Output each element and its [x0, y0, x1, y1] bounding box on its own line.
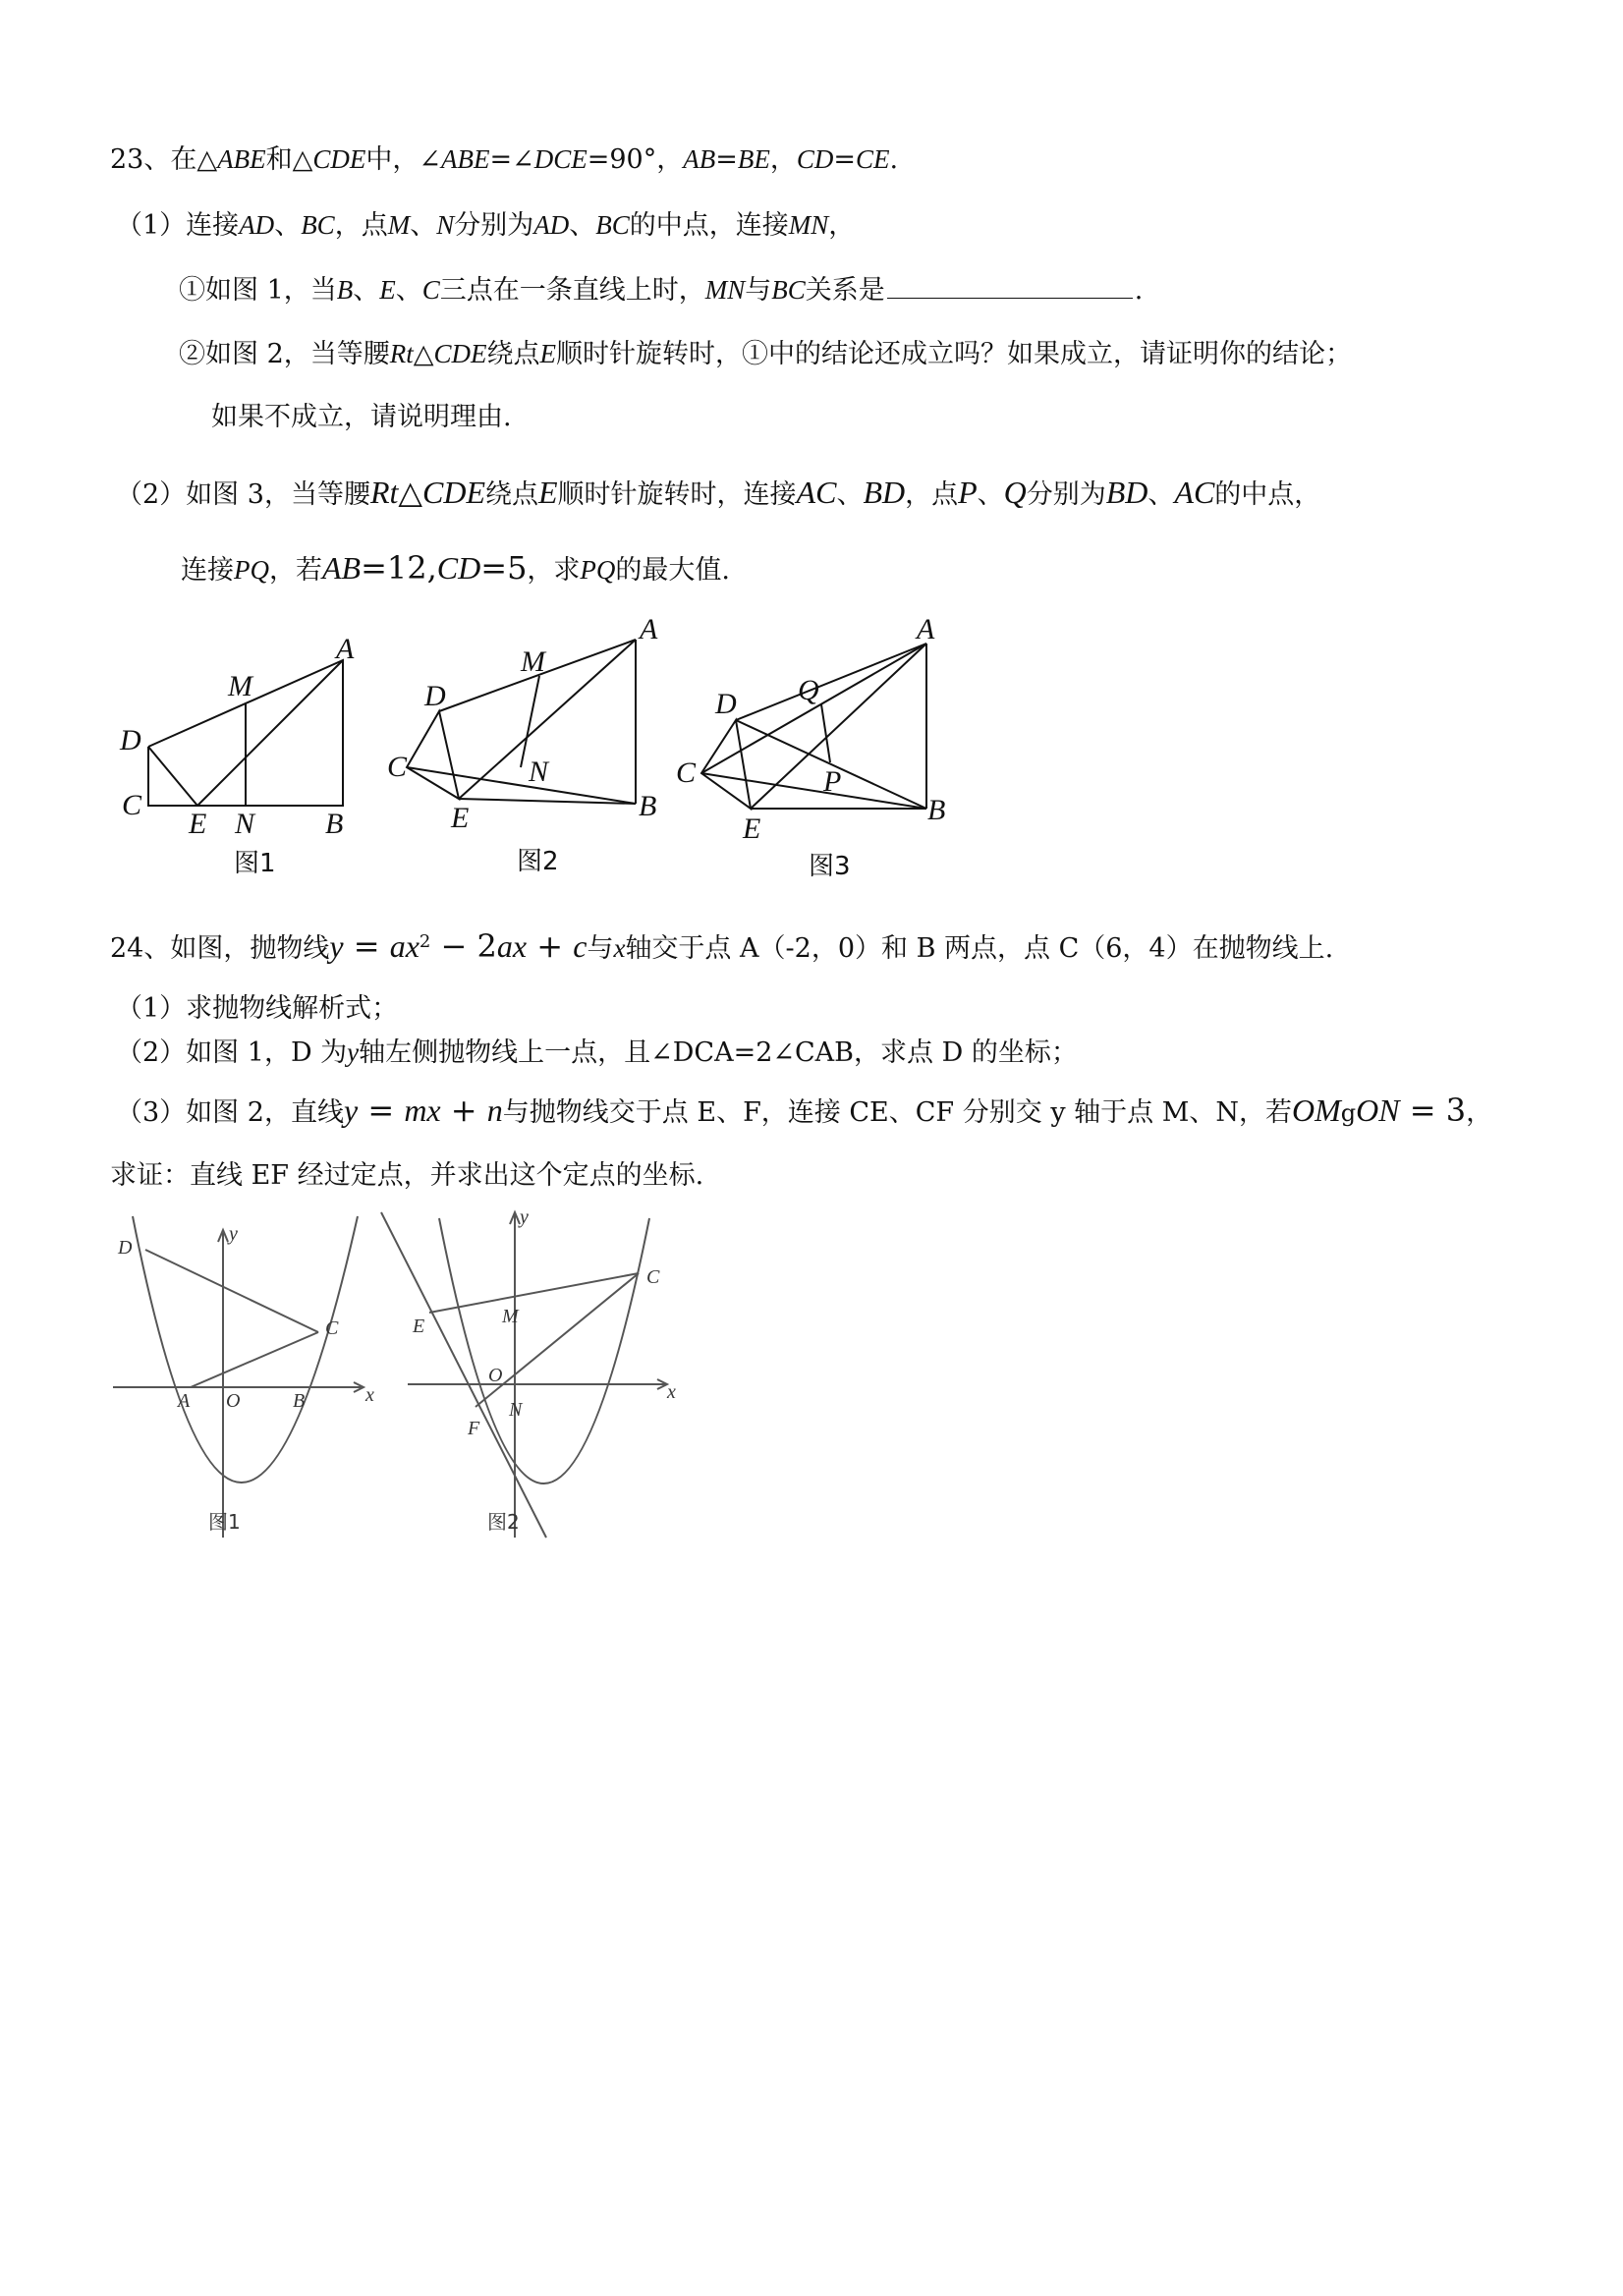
fig3-label-p: P [823, 765, 842, 798]
q23-sub2: ②如图 2，当等腰Rt△CDE绕点E顺时针旋转时，①中的结论还成立吗？如果成立，请证明你的结论； [179, 339, 1353, 369]
fig1-caption: 图1 [234, 849, 276, 878]
fig24-2-label-n: N [509, 1399, 523, 1421]
fig24-2-label-o: O [488, 1365, 503, 1386]
fig24-1-label-d: D [118, 1237, 133, 1259]
q24-part2: （2）如图 1，D 为y轴左侧抛物线上一点，且∠DCA=2∠CAB，求点 D 的坐标； [116, 1037, 1078, 1068]
q23-stem: 23、在△ABE和△CDE中，∠ABE=∠DCE=90°，AB=BE，CD=CE. [110, 144, 899, 175]
fig24-2-caption: 图2 [487, 1510, 520, 1534]
fig2-label-n: N [529, 756, 549, 788]
fig24-2-label-c: C [646, 1266, 660, 1288]
fig1-label-a: A [336, 633, 355, 665]
q23-part2-line2: 连接PQ，若AB=12,CD=5，求PQ的最大值. [181, 549, 731, 587]
fig3-label-e: E [743, 812, 761, 845]
q24-part3: （3）如图 2，直线y = mx + n与抛物线交于点 E、F，连接 CE、CF 分别交 y 轴于点 M、N，若OMgON = 3， [116, 1092, 1493, 1129]
q23-sub1: ①如图 1，当B、E、C三点在一条直线上时，MN与BC关系是 . [179, 275, 1144, 306]
fig3-label-a: A [917, 613, 935, 645]
fig2-label-b: B [639, 790, 657, 822]
fig24-2-label-m: M [502, 1306, 519, 1327]
fig24-1-caption: 图1 [208, 1510, 241, 1534]
fig3-label-q: Q [798, 674, 819, 706]
fig2-label-m: M [521, 645, 545, 678]
fig24-1-label-a: A [178, 1390, 191, 1412]
fig1-label-b: B [325, 808, 344, 840]
fig2-label-d: D [424, 680, 446, 712]
q23-part1: （1）连接AD、BC，点M、N分别为AD、BC的中点，连接MN， [116, 210, 856, 241]
fig24-2-label-y: y [520, 1206, 529, 1228]
fig3-label-b: B [927, 794, 946, 826]
fig2-label-c: C [387, 751, 408, 783]
fig1-label-c: C [122, 789, 142, 821]
q23-part2: （2）如图 3，当等腰Rt△CDE绕点E顺时针旋转时，连接AC、BD，点P、Q分别为BD、AC的中点， [116, 474, 1321, 511]
fig3-caption: 图3 [809, 852, 851, 881]
fig1-label-m: M [228, 670, 252, 702]
q24-figure-2 [381, 1206, 676, 1538]
fig24-1-label-x: x [365, 1384, 374, 1406]
fig24-1-label-o: O [226, 1390, 241, 1412]
q24-stem: 24、如图，抛物线$y = ax^2 - 2ax + c$与x轴交于点 A（-2，0）和 B 两点，点 C（6，4）在抛物线上. [110, 927, 1334, 965]
q24-figure-1 [113, 1216, 374, 1538]
fig2-label-a: A [640, 613, 658, 645]
fig1-label-e: E [189, 808, 207, 840]
q24-part3-line2: 求证：直线 EF 经过定点，并求出这个定点的坐标. [110, 1160, 704, 1191]
fig2-label-e: E [451, 802, 470, 834]
fig3-label-c: C [676, 756, 697, 789]
fig24-1-label-y: y [229, 1223, 238, 1245]
fig1-label-n: N [235, 808, 255, 840]
fig24-2-label-e: E [413, 1316, 425, 1337]
fig24-1-label-c: C [325, 1317, 339, 1339]
fig1-label-d: D [120, 724, 141, 756]
fig24-2-label-x: x [667, 1381, 676, 1403]
fig3-label-d: D [715, 688, 737, 720]
fig2-caption: 图2 [517, 847, 559, 876]
q24-part1: （1）求抛物线解析式； [116, 993, 399, 1024]
fig24-2-label-f: F [468, 1418, 480, 1439]
q23-sub2-line2: 如果不成立，请说明理由. [211, 402, 512, 432]
fig24-1-label-b: B [293, 1390, 306, 1412]
